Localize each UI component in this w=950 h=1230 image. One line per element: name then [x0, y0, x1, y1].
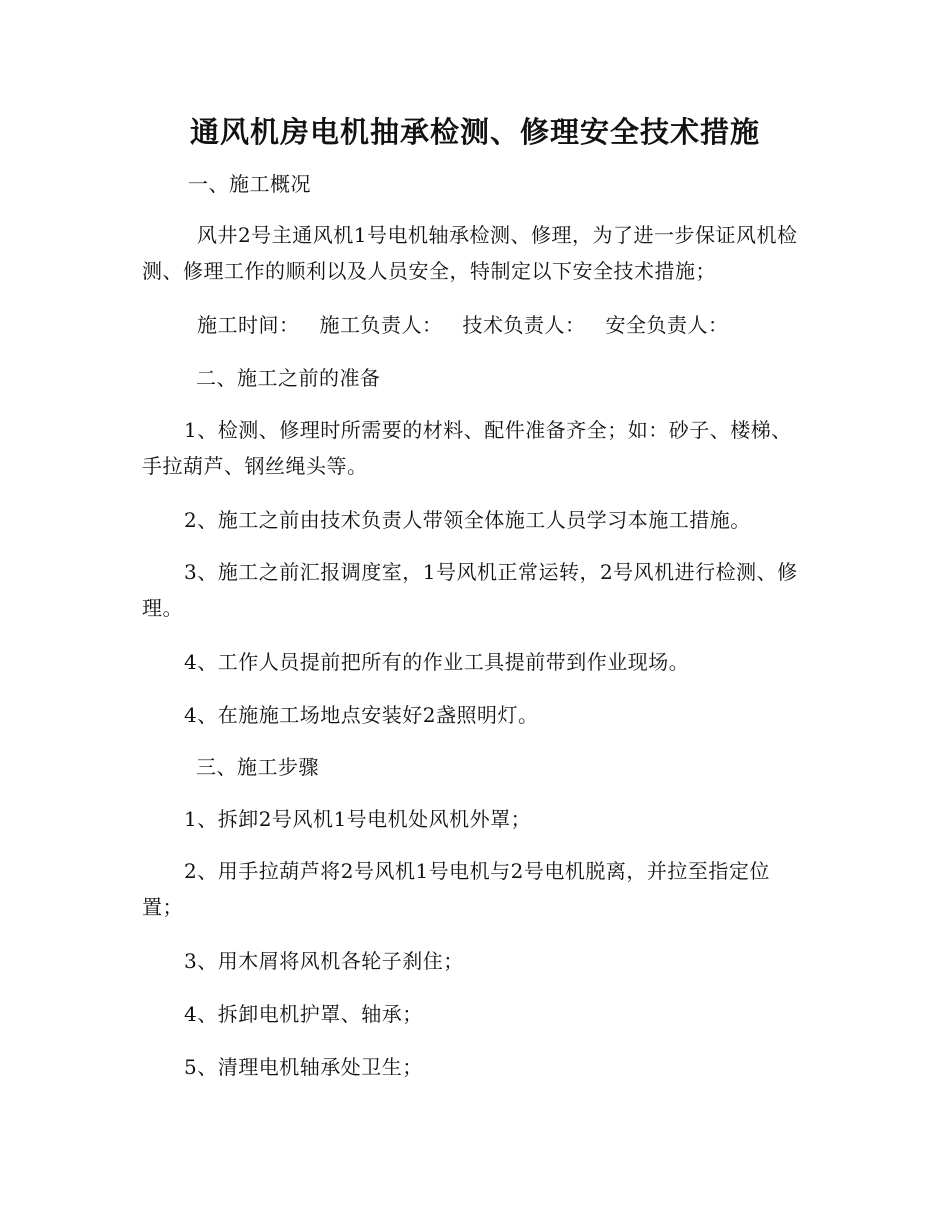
list-item: 4、在施施工场地点安装好2盏照明灯。 — [184, 703, 539, 727]
section-heading-overview: 一、施工概况 — [188, 172, 311, 196]
list-item: 4、工作人员提前把所有的作业工具提前带到作业现场。 — [184, 650, 690, 674]
responsibility-line — [197, 307, 859, 343]
section-heading-preparation: 二、施工之前的准备 — [196, 366, 381, 390]
list-item: 5、清理电机轴承处卫生； — [184, 1055, 423, 1079]
technical-lead-label: 技术负责人： — [462, 313, 586, 337]
list-item: 3、施工之前汇报调度室，1号风机正常运转，2号风机进行检测、修理。 — [142, 560, 798, 620]
construction-time-label: 施工时间： — [197, 313, 300, 337]
safety-lead-label: 安全负责人： — [605, 313, 729, 337]
list-item: 2、用手拉葫芦将2号风机1号电机与2号电机脱离，并拉至指定位置； — [142, 859, 770, 919]
list-item: 1、检测、修理时所需要的材料、配件准备齐全；如：砂子、楼梯、手拉葫芦、钢丝绳头等。 — [142, 418, 792, 478]
overview-paragraph: 风井2号主通风机1号电机轴承检测、修理，为了进一步保证风机检测、修理工作的顺利以及人员安全，特制定以下安全技术措施； — [142, 223, 798, 283]
list-item: 3、用木屑将风机各轮子刹住； — [184, 949, 464, 973]
document-title: 通风机房电机抽承检测、修理安全技术措施 — [189, 115, 760, 149]
list-item: 1、拆卸2号风机1号电机处风机外罩； — [184, 807, 532, 831]
list-item: 4、拆卸电机护罩、轴承； — [184, 1002, 423, 1026]
section-heading-steps: 三、施工步骤 — [196, 755, 319, 779]
construction-lead-label: 施工负责人： — [319, 313, 443, 337]
list-item: 2、施工之前由技术负责人带领全体施工人员学习本施工措施。 — [184, 508, 751, 532]
